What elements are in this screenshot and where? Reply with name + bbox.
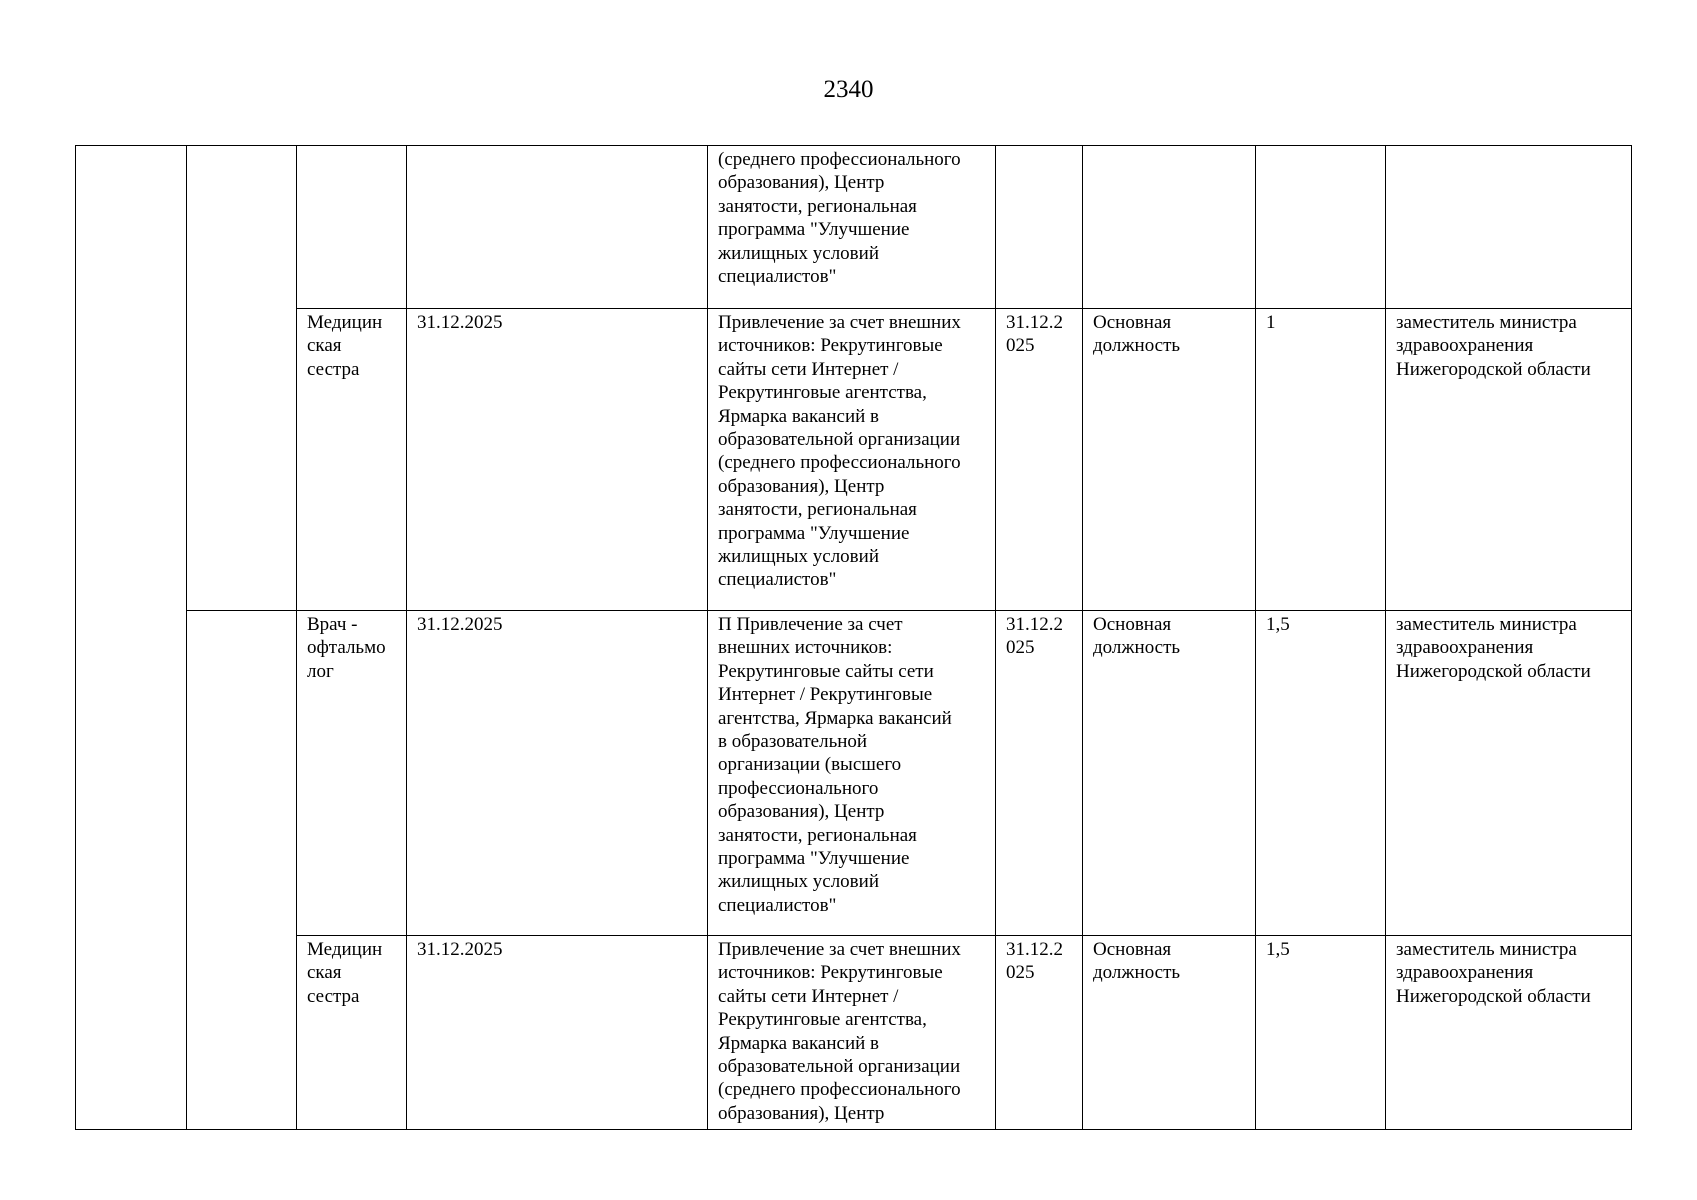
table-cell-rate: 1,5 — [1256, 611, 1386, 936]
table-cell-date: 31.12.2025 — [407, 936, 708, 1130]
document-table — [75, 145, 1632, 1130]
table-cell-job-type: Основная должность — [1083, 611, 1256, 936]
table-cell-deadline: 31.12.2 025 — [996, 936, 1083, 1130]
table-cell — [407, 146, 708, 309]
table-cell-deadline: 31.12.2 025 — [996, 309, 1083, 611]
table-row — [76, 146, 1632, 309]
table-cell-deadline: 31.12.2 025 — [996, 611, 1083, 936]
table-cell — [1256, 146, 1386, 309]
table-row — [76, 611, 1632, 936]
table-cell — [996, 146, 1083, 309]
table-cell-responsible: заместитель министра здравоохранения Нижегородской области — [1386, 309, 1632, 611]
table-row — [76, 309, 1632, 611]
table-cell-rate: 1 — [1256, 309, 1386, 611]
table-cell-position: Врач - офтальмо лог — [297, 611, 407, 936]
table-cell — [1083, 146, 1256, 309]
table-cell-measures: П Привлечение за счет внешних источников: Рекрутинговые сайты сети Интернет / Рекрутинговые агентства, Ярмарка вакансий в образовательной организации (высшего профессионального образования), Центр занятости, региональная программа "Улучшение жилищных условий специалистов" — [708, 611, 996, 936]
table-cell — [187, 146, 297, 611]
page-number: 2340 — [823, 76, 874, 103]
table-cell-measures: Привлечение за счет внешних источников: Рекрутинговые сайты сети Интернет / Рекрутинговые агентства, Ярмарка вакансий в образовательной организации (среднего профессионального образования), Центр занятости, региональная программа "Улучшение жилищных условий специалистов" — [708, 309, 996, 611]
table-row — [76, 936, 1632, 1130]
table-cell — [76, 146, 187, 1130]
table-cell-measures: (среднего профессионального образования), Центр занятости, региональная программа "Улучшение жилищных условий специалистов" — [708, 146, 996, 309]
table-cell — [1386, 146, 1632, 309]
table-cell-rate: 1,5 — [1256, 936, 1386, 1130]
table-cell-position: Медицин ская сестра — [297, 309, 407, 611]
table-cell-position: Медицин ская сестра — [297, 936, 407, 1130]
table-cell-responsible: заместитель министра здравоохранения Нижегородской области — [1386, 936, 1632, 1130]
table-cell-responsible: заместитель министра здравоохранения Нижегородской области — [1386, 611, 1632, 936]
table-cell-date: 31.12.2025 — [407, 611, 708, 936]
table-cell — [297, 146, 407, 309]
table-cell-measures: Привлечение за счет внешних источников: Рекрутинговые сайты сети Интернет / Рекрутинговые агентства, Ярмарка вакансий в образовательной организации (среднего профессионального образования), Центр — [708, 936, 996, 1130]
table-cell-date: 31.12.2025 — [407, 309, 708, 611]
table-cell-job-type: Основная должность — [1083, 936, 1256, 1130]
table-cell-job-type: Основная должность — [1083, 309, 1256, 611]
table-cell — [187, 611, 297, 1130]
